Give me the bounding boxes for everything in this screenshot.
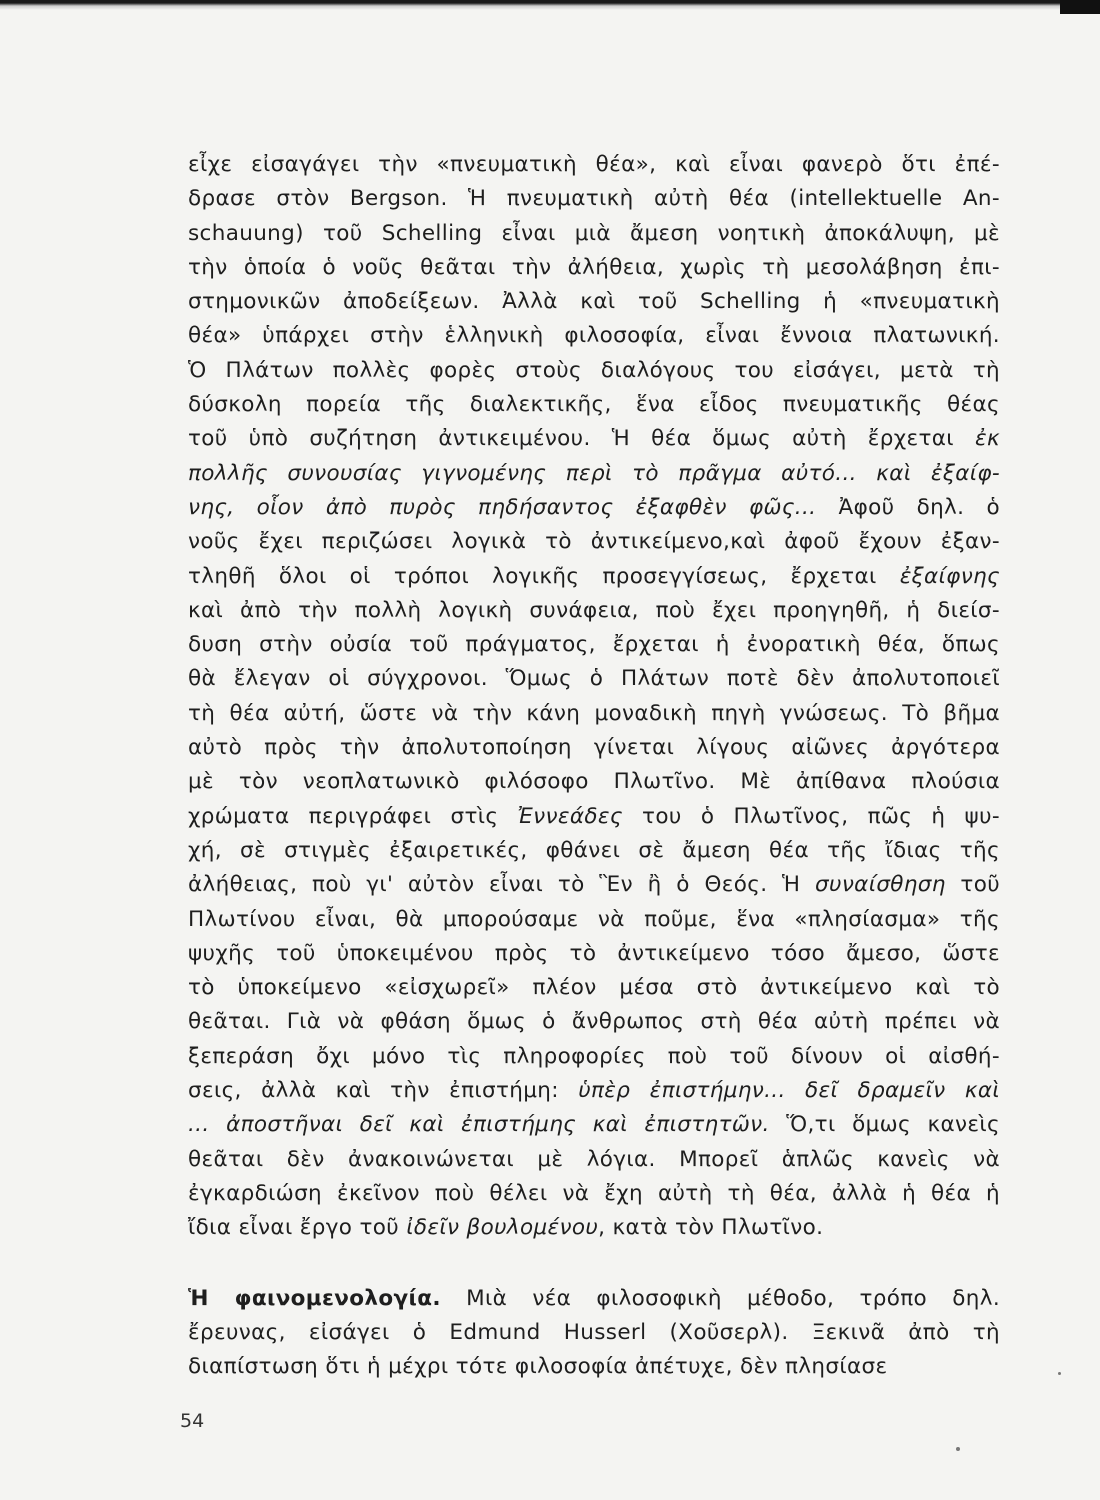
text-line [188,834,1000,868]
text-segment: τοῦ ὑπὸ συζήτηση ἀντικειμένου. Ἡ θέα ὅμως αὐτὴ ἔρχεται [188,426,975,452]
text-segment: χρώματα περιγράφει στὶς [188,803,518,829]
text-segment: σεις, ἀλλὰ καὶ τὴν ἐπιστήμη: [188,1078,579,1104]
text-segment: Ἀφοῦ δηλ. ὁ [816,494,1000,520]
text-line [188,628,1000,662]
italic-quote: Ἐννεάδες [517,803,623,829]
text-segment: καὶ ἀπὸ τὴν πολλὴ λογικὴ συνάφεια, ποὺ ἔχει προηγηθῆ, ἡ διείσ- [188,597,1000,623]
text-line [188,800,1000,834]
text-segment: , κατὰ τὸν Πλωτῖνο. [598,1215,824,1241]
text-segment: μὲ τὸν νεοπλατωνικὸ φιλόσοφο Πλωτῖνο. Μὲ ἀπίθανα πλούσια [188,769,1000,795]
page-number: 54 [180,1410,205,1432]
text-segment: στημονικῶν ἀποδείξεων. Ἀλλὰ καὶ τοῦ Schelling ἡ «πνευματικὴ [188,289,1000,315]
text-segment: τοῦ [945,872,1000,898]
text-segment: Μιὰ νέα φιλοσοφικὴ μέθοδο, τρόπο δηλ. [440,1285,1000,1311]
text-segment: Πλωτίνου εἶναι, θὰ μπορούσαμε νὰ ποῦμε, ἕνα «πλησίασμα» τῆς [188,906,1000,932]
text-line [188,354,1000,388]
text-segment: ἀλήθειας, ποὺ γι' αὐτὸν εἶναι τὸ Ἓν ἢ ὁ Θεός. Ἡ [188,872,816,898]
text-segment: ἴδια εἶναι ἔργο τοῦ [188,1215,407,1241]
text-line [188,662,1000,696]
page-body-text [188,148,1000,1384]
text-segment: θέα» ὑπάρχει στὴν ἑλληνικὴ φιλοσοφία, εἶναι ἔννοια πλατωνική. [188,323,1000,349]
scan-speck [956,1447,960,1451]
text-line [188,251,1000,285]
text-line [188,1074,1000,1108]
italic-quote: νης, οἷον ἀπὸ πυρὸς πηδήσαντος ἐξαφθὲν φῶς... [188,494,817,520]
text-segment: τληθῆ ὅλοι οἱ τρόποι λογικῆς προσεγγίσεως, ἔρχεται [188,563,900,589]
text-line [188,594,1000,628]
text-segment: ξεπεράση ὄχι μόνο τὶς πληροφορίες ποὺ τοῦ δίνουν οἱ αἰσθή- [188,1043,1000,1069]
text-segment: τὴν ὁποία ὁ νοῦς θεᾶται τὴν ἀλήθεια, χωρὶς τὴ μεσολάβηση ἐπι- [188,254,1000,280]
text-segment: ἐγκαρδιώση ἐκεῖνον ποὺ θέλει νὰ ἔχη αὐτὴ τὴ θέα, ἀλλὰ ἡ θέα ἡ [188,1180,1000,1206]
text-segment: θεᾶται δὲν ἀνακοινώνεται μὲ λόγια. Μπορεῖ ἁπλῶς κανεὶς νὰ [188,1146,1000,1172]
text-line [188,148,1000,182]
text-segment: ἔρευνας, εἰσάγει ὁ Edmund Husserl (Χοῦσερλ). Ξεκινᾶ ἀπὸ τὴ [188,1319,1000,1345]
text-line [188,1108,1000,1142]
text-segment: χή, σὲ στιγμὲς ἐξαιρετικές, φθάνει σὲ ἄμεση θέα τῆς ἴδιας τῆς [188,837,1000,863]
text-segment: ψυχῆς τοῦ ὑποκειμένου πρὸς τὸ ἀντικείμενο τόσο ἄμεσο, ὥστε [188,940,1000,966]
scan-corner-shadow [1060,0,1100,14]
text-line [188,1316,1000,1350]
text-segment: νοῦς ἔχει περιζώσει λογικὰ τὸ ἀντικείμενο,καὶ ἀφοῦ ἔχουν ἐξαν- [188,529,1000,555]
text-line [188,388,1000,422]
text-line [188,525,1000,559]
text-segment: εἶχε εἰσαγάγει τὴν «πνευματικὴ θέα», καὶ εἶναι φανερὸ ὅτι ἐπέ- [188,152,1000,177]
italic-quote: ἐξαίφνης [899,563,1000,589]
paragraph [188,1282,1000,1385]
text-line [188,457,1000,491]
text-line [188,560,1000,594]
text-segment: δύσκολη πορεία τῆς διαλεκτικῆς, ἕνα εἶδος πνευματικῆς θέας [188,392,1000,418]
text-line [188,903,1000,937]
text-segment: θὰ ἔλεγαν οἱ σύγχρονοι. Ὅμως ὁ Πλάτων ποτὲ δὲν ἀπολυτοποιεῖ [188,666,1000,692]
italic-quote: συναίσθηση [815,872,946,898]
section-heading: Ἡ φαινομενολογία. [188,1285,441,1311]
text-line [188,182,1000,216]
text-line [188,1005,1000,1039]
scan-speck [1058,1372,1061,1375]
text-line [188,1350,1000,1384]
text-segment: του ὁ Πλωτῖνος, πῶς ἡ ψυ- [622,803,1000,829]
text-line [188,697,1000,731]
text-segment: Ὅ,τι ὅμως κανεὶς [769,1112,1000,1138]
scan-edge [0,0,1100,10]
text-segment: τὸ ὑποκείμενο «εἰσχωρεῖ» πλέον μέσα στὸ ἀντικείμενο καὶ τὸ [188,975,1000,1001]
italic-quote: ὑπὲρ ἐπιστήμην... δεῖ δραμεῖν καὶ [578,1078,1001,1104]
italic-quote: πολλῆς συνουσίας γιγνομένης περὶ τὸ πρᾶγμα αὐτό... καὶ ἐξαίφ- [188,460,1000,486]
text-line [188,971,1000,1005]
text-line [188,217,1000,251]
text-line [188,731,1000,765]
text-segment: schauung) τοῦ Schelling εἶναι μιὰ ἄμεση νοητικὴ ἀποκάλυψη, μὲ [188,220,1000,246]
text-line [188,937,1000,971]
italic-quote: ἐκ [975,426,1000,452]
paragraph [188,148,1000,1246]
text-segment: θεᾶται. Γιὰ νὰ φθάση ὅμως ὁ ἄνθρωπος στὴ θέα αὐτὴ πρέπει νὰ [188,1009,1000,1035]
text-segment: Ὁ Πλάτων πολλὲς φορὲς στοὺς διαλόγους του εἰσάγει, μετὰ τὴ [188,357,1000,383]
text-line [188,1143,1000,1177]
text-segment: διαπίστωση ὅτι ἡ μέχρι τότε φιλοσοφία ἀπέτυχε, δὲν πλησίασε [188,1354,888,1380]
text-line [188,319,1000,353]
text-segment: αὐτὸ πρὸς τὴν ἀπολυτοποίηση γίνεται λίγους αἰῶνες ἀργότερα [188,735,1000,761]
text-line [188,1282,1000,1316]
text-line [188,1177,1000,1211]
italic-quote: ... ἀποστῆναι δεῖ καὶ ἐπιστήμης καὶ ἐπιστητῶν. [188,1112,770,1138]
text-line [188,765,1000,799]
text-segment: τὴ θέα αὐτή, ὥστε νὰ τὴν κάνη μοναδικὴ πηγὴ γνώσεως. Τὸ βῆμα [188,700,1000,726]
text-segment: δρασε στὸν Bergson. Ἡ πνευματικὴ αὐτὴ θέα (intellektuelle An- [188,186,1000,212]
text-line [188,422,1000,456]
text-segment: δυση στὴν οὐσία τοῦ πράγματος, ἔρχεται ἡ ἐνορατικὴ θέα, ὅπως [188,632,1000,658]
text-line [188,491,1000,525]
text-line [188,285,1000,319]
text-line [188,1211,1000,1245]
text-line [188,868,1000,902]
italic-quote: ἰδεῖν βουλομένου [406,1215,599,1241]
text-line [188,1040,1000,1074]
